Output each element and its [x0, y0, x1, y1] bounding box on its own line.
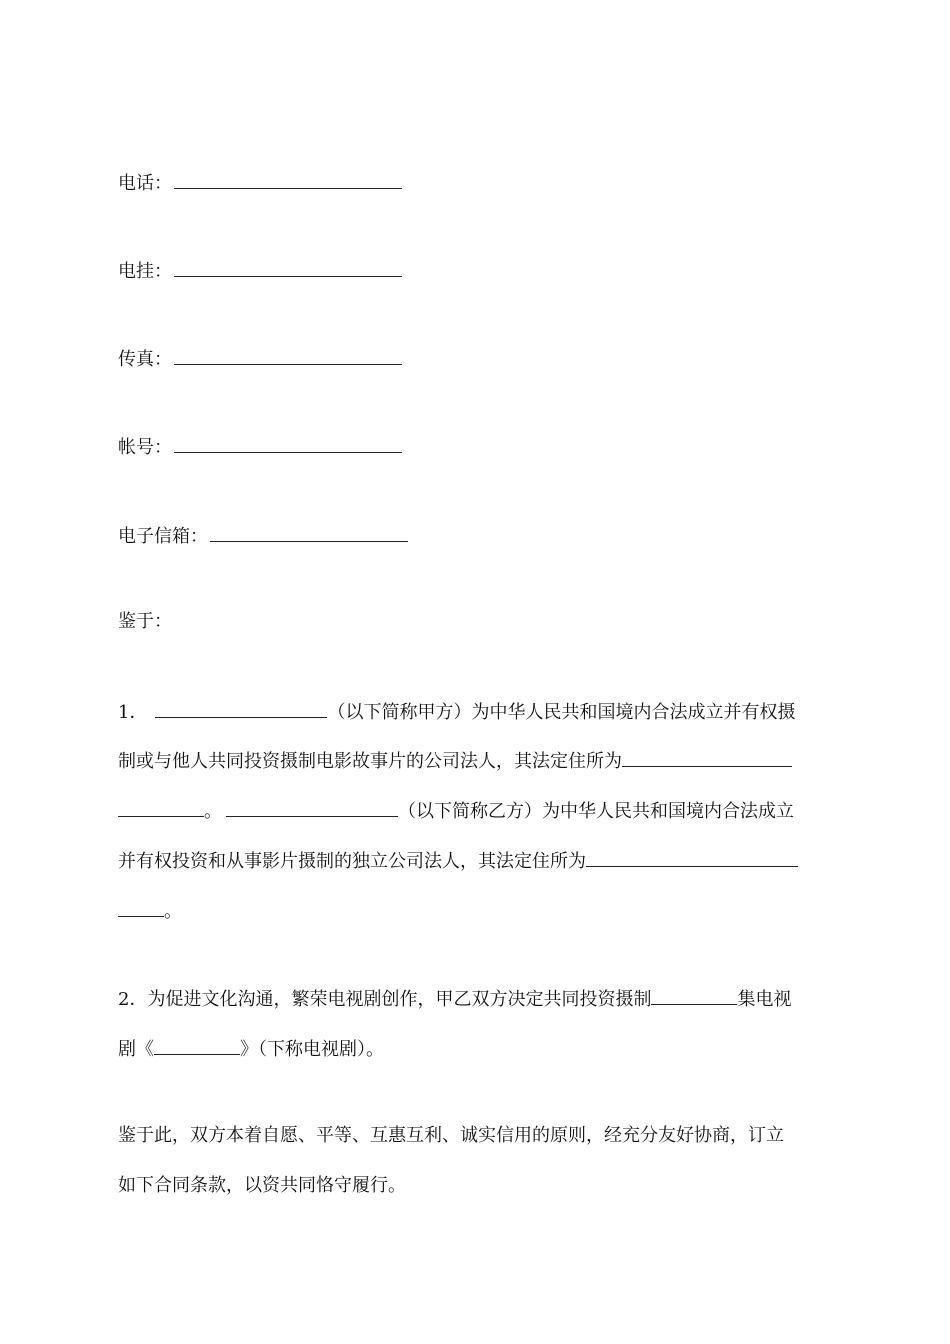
party-b-address-blank-2[interactable] — [118, 898, 164, 917]
party-b-name-blank[interactable] — [226, 798, 398, 817]
clause1-text3: 。 — [204, 801, 222, 822]
telegraph-label: 电挂： — [118, 261, 172, 282]
drama-title-blank[interactable] — [154, 1036, 240, 1055]
clause1-line5 — [118, 898, 182, 924]
clause2-text1: 2．为促进文化沟通，繁荣电视剧创作，甲乙双方决定共同投资摄制 — [118, 989, 652, 1010]
clause1-line1 — [118, 699, 795, 725]
party-a-name-blank[interactable] — [155, 699, 327, 718]
closing-line2: 如下合同条款，以资共同恪守履行。 — [118, 1175, 406, 1196]
clause1-text2: 制或与他人共同投资摄制电影故事片的公司法人，其法定住所为 — [118, 751, 622, 772]
whereas-heading: 鉴于： — [118, 611, 172, 632]
clause2-text4: 》（下称电视剧）。 — [240, 1039, 384, 1060]
email-field — [118, 523, 408, 549]
email-blank[interactable] — [210, 523, 408, 542]
clause2-text3: 剧《 — [118, 1039, 154, 1060]
phone-blank[interactable] — [174, 170, 402, 189]
clause1-line2 — [118, 748, 792, 774]
fax-blank[interactable] — [174, 346, 402, 365]
episode-count-blank[interactable] — [651, 986, 737, 1005]
clause2-line2 — [118, 1036, 384, 1062]
account-blank[interactable] — [174, 434, 402, 453]
party-b-address-blank-1[interactable] — [586, 848, 798, 867]
clause1-line4 — [118, 848, 798, 874]
account-field — [118, 434, 402, 460]
party-a-address-blank-1[interactable] — [622, 748, 792, 767]
clause1-text5: 并有权投资和从事影片摄制的独立公司法人，其法定住所为 — [118, 851, 586, 872]
clause1-text4: （以下简称乙方）为中华人民共和国境内合法成立 — [398, 801, 794, 822]
account-label: 帐号： — [118, 437, 172, 458]
clause2-text2: 集电视 — [737, 989, 792, 1010]
email-label: 电子信箱： — [118, 526, 208, 547]
closing-line1: 鉴于此，双方本着自愿、平等、互惠互利、诚实信用的原则，经充分友好协商，订立 — [118, 1125, 784, 1146]
fax-field — [118, 346, 402, 372]
telegraph-field — [118, 258, 402, 284]
clause1-number: 1． — [118, 702, 148, 723]
party-a-address-blank-2[interactable] — [118, 798, 204, 817]
clause1-line3 — [118, 798, 794, 824]
phone-field — [118, 170, 402, 196]
fax-label: 传真： — [118, 349, 172, 370]
phone-label: 电话： — [118, 173, 172, 194]
telegraph-blank[interactable] — [174, 258, 402, 277]
clause2-line1 — [118, 986, 791, 1012]
clause1-text6: 。 — [164, 901, 182, 922]
clause1-text1: （以下简称甲方）为中华人民共和国境内合法成立并有权摄 — [327, 702, 796, 723]
